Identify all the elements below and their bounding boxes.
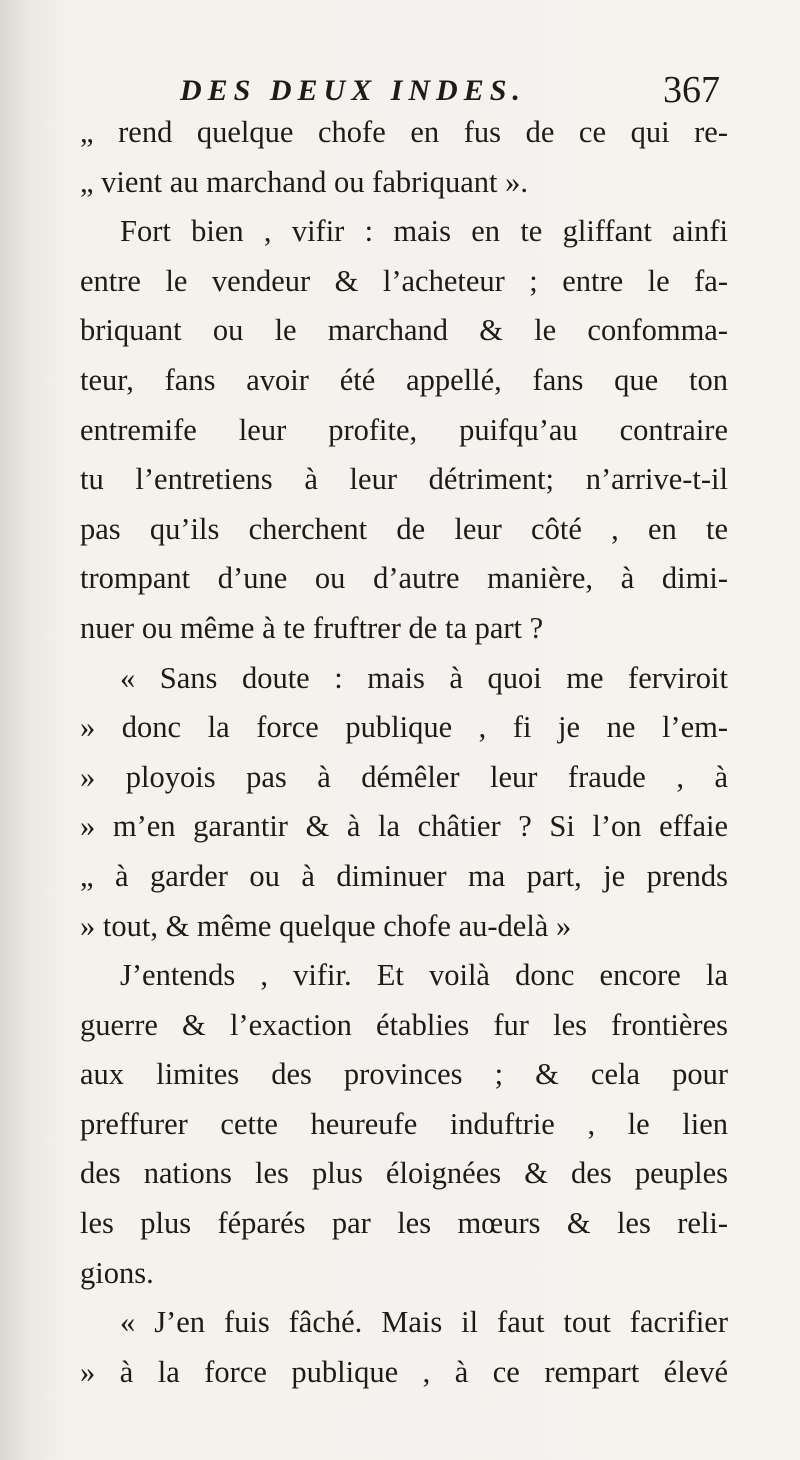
text-line: entre le vendeur & l’acheteur ; entre le fa- xyxy=(80,263,728,298)
page-number: 367 xyxy=(663,69,720,111)
text-line: trompant d’une ou d’autre manière, à dimi- xyxy=(80,561,728,596)
text-line: briquant ou le marchand & le confomma- xyxy=(80,313,728,348)
text-line: nuer ou même à te fruftrer de ta part ? xyxy=(80,610,544,645)
text-line: „ rend quelque chofe en fus de ce qui re- xyxy=(80,115,728,149)
text-line: les plus féparés par les mœurs & les reli- xyxy=(80,1206,728,1241)
text-line: „ à garder ou à diminuer ma part, je prends xyxy=(80,858,728,893)
text-line: » ployois pas à démêler leur fraude , à xyxy=(80,759,728,794)
text-line: » à la force publique , à ce rempart élevé xyxy=(80,1354,728,1389)
text-line: entremife leur profite, puifqu’au contraire xyxy=(80,412,728,447)
text-line: » donc la force publique , fi je ne l’em- xyxy=(80,710,728,745)
text-line: « Sans doute : mais à quoi me ferviroit xyxy=(120,660,728,695)
text-line: des nations les plus éloignées & des peuples xyxy=(80,1156,728,1191)
text-line: J’entends , vifir. Et voilà donc encore la xyxy=(120,958,728,993)
text-line: preffurer cette heureufe induftrie , le lien xyxy=(80,1106,728,1141)
text-line: teur, fans avoir été appellé, fans que ton xyxy=(80,362,728,397)
text-line: „ vient au marchand ou fabriquant ». xyxy=(80,164,529,199)
text-line: guerre & l’exaction établies fur les frontières xyxy=(80,1007,728,1042)
text-line: » m’en garantir & à la châtier ? Si l’on effaie xyxy=(80,809,728,844)
text-line: Fort bien , vifir : mais en te gliffant ainfi xyxy=(120,214,728,249)
text-line: tu l’entretiens à leur détriment; n’arrive-t-il xyxy=(80,462,728,497)
text-line: » tout, & même quelque chofe au-delà » xyxy=(80,908,572,943)
text-line: pas qu’ils cherchent de leur côté , en te xyxy=(80,511,728,546)
text-line: gions. xyxy=(80,1255,154,1290)
text-line: « J’en fuis fâché. Mais il faut tout facrifier xyxy=(120,1305,728,1340)
running-head: DES DEUX INDES. xyxy=(180,74,526,107)
text-line: aux limites des provinces ; & cela pour xyxy=(80,1057,728,1092)
body-text xyxy=(80,108,728,1397)
